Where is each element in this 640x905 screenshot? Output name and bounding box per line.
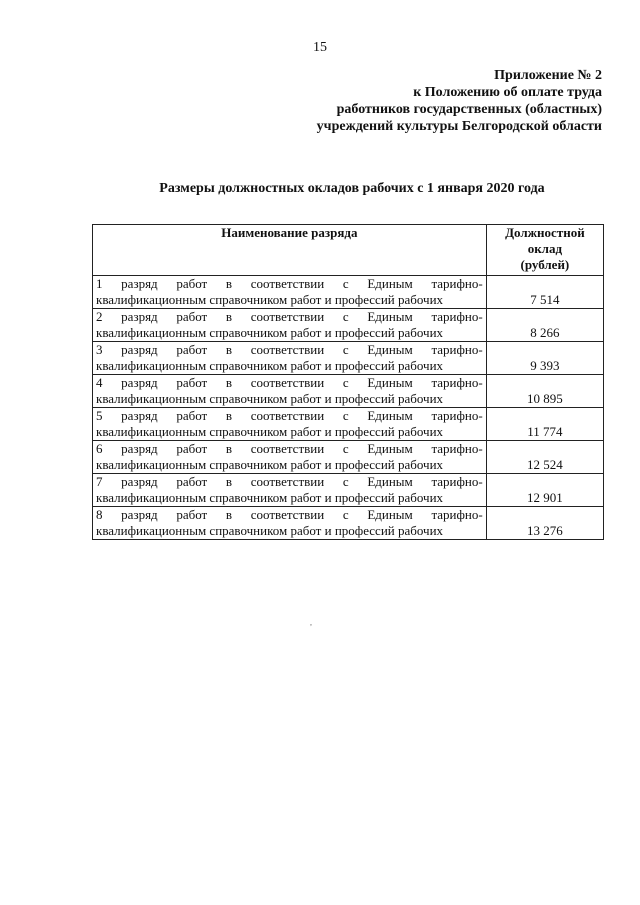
grade-name-word: Единым [367, 507, 413, 522]
grade-name-word: работ [176, 375, 208, 390]
grade-number: 7 [96, 474, 103, 489]
document-title: Размеры должностных окладов рабочих с 1 января 2020 года [159, 181, 545, 196]
grade-name-word: тарифно- [431, 474, 483, 489]
table-header-row [93, 225, 604, 276]
grade-name-cell [93, 375, 487, 408]
grade-name-line1 [96, 507, 483, 523]
grade-name-line1 [96, 276, 483, 292]
scan-mark: , [310, 618, 312, 627]
table-row [93, 342, 604, 375]
grade-name-cell [93, 507, 487, 540]
grade-name-word: в [225, 375, 233, 390]
grade-name-line2: квалификационным справочником работ и профессий рабочих [96, 457, 444, 472]
grade-name-cell [93, 474, 487, 507]
grade-name-word: соответствии [250, 342, 325, 357]
grade-name-word: в [225, 276, 233, 291]
grade-name-word: работ [176, 507, 208, 522]
grade-name-word: в [225, 474, 233, 489]
grade-number: 1 [96, 276, 103, 291]
header-salary-line: оклад [527, 241, 563, 256]
table-row [93, 408, 604, 441]
grade-name-word: разряд [121, 507, 158, 522]
salary-value: 7 514 [486, 276, 603, 309]
grade-name-word: соответствии [250, 507, 325, 522]
grade-name-line1 [96, 342, 483, 358]
grade-name-word: в [225, 507, 233, 522]
grade-name-word: с [342, 309, 349, 324]
grade-name-word: разряд [121, 375, 158, 390]
grade-name-word: в [225, 309, 233, 324]
grade-name-line1 [96, 474, 483, 490]
grade-name-word: тарифно- [431, 276, 483, 291]
grade-name-line2: квалификационным справочником работ и профессий рабочих [96, 424, 444, 439]
grade-name-word: Единым [367, 441, 413, 456]
grade-name-line1 [96, 408, 483, 424]
grade-name-word: тарифно- [431, 408, 483, 423]
grade-name-line2: квалификационным справочником работ и профессий рабочих [96, 292, 444, 307]
appendix-header [272, 67, 602, 135]
table-row [93, 507, 604, 540]
appendix-line: к Положению об оплате труда [413, 85, 602, 100]
grade-name-line2: квалификационным справочником работ и профессий рабочих [96, 523, 444, 538]
grade-name-word: в [225, 441, 233, 456]
appendix-line: учреждений культуры Белгородской области [316, 119, 602, 134]
grade-name-word: Единым [367, 276, 413, 291]
grade-name-word: Единым [367, 474, 413, 489]
header-grade-name: Наименование разряда [93, 225, 487, 276]
grade-name-word: разряд [121, 309, 158, 324]
appendix-line: работников государственных (областных) [336, 102, 602, 117]
grade-name-word: тарифно- [431, 309, 483, 324]
salary-value: 10 895 [486, 375, 603, 408]
table-row [93, 375, 604, 408]
grade-name-word: работ [176, 441, 208, 456]
grade-number: 6 [96, 441, 103, 456]
header-salary [486, 225, 603, 276]
grade-name-word: Единым [367, 309, 413, 324]
table-row [93, 309, 604, 342]
table-row [93, 276, 604, 309]
grade-name-cell [93, 276, 487, 309]
grade-name-word: разряд [121, 342, 158, 357]
table-row [93, 474, 604, 507]
header-salary-line: Должностной [505, 225, 585, 240]
grade-name-word: тарифно- [431, 507, 483, 522]
grade-name-word: соответствии [250, 276, 325, 291]
grade-name-word: Единым [367, 408, 413, 423]
grade-name-cell [93, 309, 487, 342]
grade-name-word: с [342, 276, 349, 291]
salary-value: 13 276 [486, 507, 603, 540]
grade-name-word: разряд [121, 408, 158, 423]
grade-name-word: работ [176, 309, 208, 324]
grade-name-word: с [342, 375, 349, 390]
grade-name-cell [93, 408, 487, 441]
grade-name-word: работ [176, 342, 208, 357]
salary-value: 8 266 [486, 309, 603, 342]
grade-name-word: в [225, 342, 233, 357]
appendix-line: Приложение № 2 [494, 68, 602, 83]
table-body [93, 276, 604, 540]
header-salary-line: (рублей) [520, 257, 570, 272]
grade-name-line2: квалификационным справочником работ и профессий рабочих [96, 325, 444, 340]
grade-number: 4 [96, 375, 103, 390]
grade-name-word: разряд [121, 474, 158, 489]
salary-value: 11 774 [486, 408, 603, 441]
grade-name-word: разряд [121, 276, 158, 291]
grade-name-word: Единым [367, 342, 413, 357]
salary-table [92, 224, 604, 540]
grade-name-word: работ [176, 408, 208, 423]
grade-name-cell [93, 342, 487, 375]
grade-name-word: соответствии [250, 441, 325, 456]
grade-name-word: соответствии [250, 375, 325, 390]
grade-name-word: в [225, 408, 233, 423]
grade-name-word: работ [176, 276, 208, 291]
grade-name-word: с [342, 507, 349, 522]
grade-name-word: с [342, 342, 349, 357]
salary-value: 9 393 [486, 342, 603, 375]
grade-name-word: соответствии [250, 474, 325, 489]
salary-value: 12 901 [486, 474, 603, 507]
grade-name-word: тарифно- [431, 375, 483, 390]
grade-name-word: Единым [367, 375, 413, 390]
grade-number: 8 [96, 507, 103, 522]
grade-name-word: тарифно- [431, 342, 483, 357]
grade-number: 3 [96, 342, 103, 357]
grade-name-line1 [96, 309, 483, 325]
grade-name-word: с [342, 408, 349, 423]
table-row [93, 441, 604, 474]
salary-value: 12 524 [486, 441, 603, 474]
grade-name-line1 [96, 375, 483, 391]
grade-name-line2: квалификационным справочником работ и профессий рабочих [96, 358, 444, 373]
grade-name-word: соответствии [250, 309, 325, 324]
grade-name-word: соответствии [250, 408, 325, 423]
grade-name-line2: квалификационным справочником работ и профессий рабочих [96, 490, 444, 505]
grade-number: 2 [96, 309, 103, 324]
grade-name-line1 [96, 441, 483, 457]
page-number: 15 [313, 40, 327, 55]
grade-name-word: с [342, 441, 349, 456]
grade-name-word: тарифно- [431, 441, 483, 456]
grade-number: 5 [96, 408, 103, 423]
grade-name-word: разряд [121, 441, 158, 456]
grade-name-word: с [342, 474, 349, 489]
grade-name-line2: квалификационным справочником работ и профессий рабочих [96, 391, 444, 406]
grade-name-word: работ [176, 474, 208, 489]
grade-name-cell [93, 441, 487, 474]
